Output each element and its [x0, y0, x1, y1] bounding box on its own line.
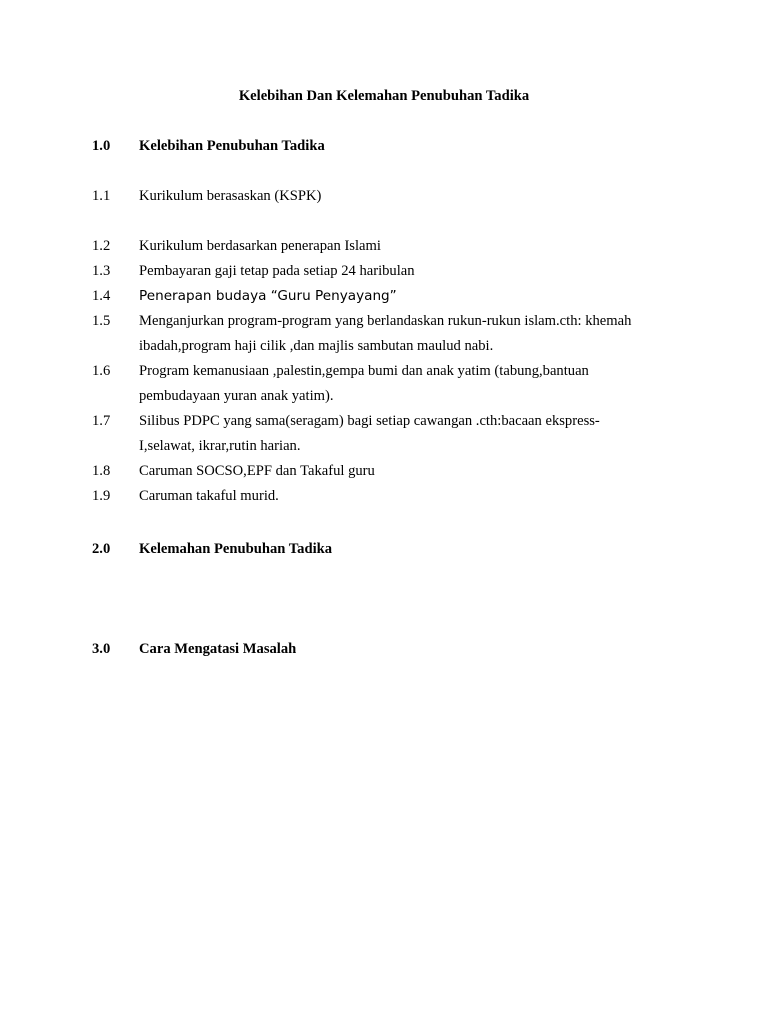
section-title: Cara Mengatasi Masalah [139, 641, 297, 657]
item-number: 1.3 [92, 263, 111, 279]
item-text: Penerapan budaya “Guru Penyayang” [139, 288, 397, 304]
item-text: I,selawat, ikrar,rutin harian. [139, 438, 301, 454]
item-text: Caruman takaful murid. [139, 488, 279, 504]
item-number: 1.6 [92, 363, 111, 379]
item-text: Kurikulum berdasarkan penerapan Islami [139, 238, 381, 254]
item-number: 1.8 [92, 463, 111, 479]
item-text: Program kemanusiaan ,palestin,gempa bumi dan anak yatim (tabung,bantuan [139, 363, 589, 379]
item-text: ibadah,program haji cilik ,dan majlis sambutan maulud nabi. [139, 338, 494, 354]
section-title: Kelebihan Penubuhan Tadika [139, 138, 325, 154]
section-title: Kelemahan Penubuhan Tadika [139, 541, 333, 557]
section-number: 3.0 [92, 641, 111, 657]
item-number: 1.2 [92, 238, 111, 254]
item-number: 1.4 [92, 288, 111, 304]
item-number: 1.9 [92, 488, 111, 504]
item-number: 1.7 [92, 413, 111, 429]
item-text: Caruman SOCSO,EPF dan Takaful guru [139, 463, 375, 479]
item-text: Pembayaran gaji tetap pada setiap 24 haribulan [139, 263, 415, 279]
item-number: 1.1 [92, 188, 111, 204]
document-title: Kelebihan Dan Kelemahan Penubuhan Tadika [238, 88, 530, 104]
item-text: Menganjurkan program-program yang berlandaskan rukun-rukun islam.cth: khemah [139, 313, 632, 329]
item-text: Kurikulum berasaskan (KSPK) [139, 188, 322, 204]
section-number: 2.0 [92, 541, 111, 557]
section-number: 1.0 [92, 138, 111, 154]
item-number: 1.5 [92, 313, 111, 329]
item-text: Silibus PDPC yang sama(seragam) bagi setiap cawangan .cth:bacaan ekspress- [139, 413, 600, 429]
item-text: pembudayaan yuran anak yatim). [139, 388, 334, 404]
